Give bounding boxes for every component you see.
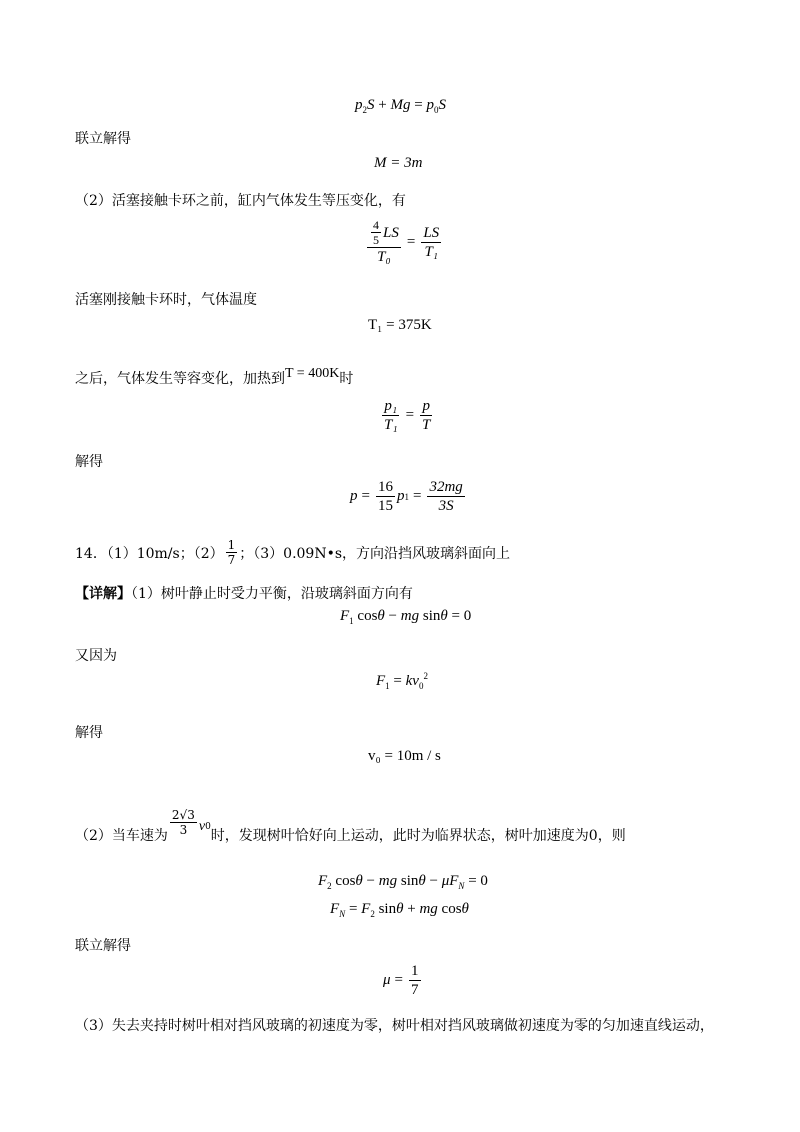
- frac-5: 5: [373, 233, 379, 247]
- text-jiede-2: 解得: [75, 725, 103, 741]
- q14-pre: 14．（1）10m/s；（2）: [75, 545, 224, 562]
- text-after-post: 时: [339, 371, 354, 387]
- equation-v0: v₀ = 10m / s: [368, 748, 441, 764]
- t0-den: T₀: [377, 249, 391, 265]
- p2-pre: （2）当车速为: [75, 827, 168, 844]
- d15: 15: [377, 498, 393, 514]
- ls-1: LS: [383, 224, 399, 241]
- p-num: p: [422, 398, 430, 414]
- detail-text: （1）树叶静止时受力平衡，沿玻璃斜面方向有: [131, 586, 413, 602]
- text-lianli-1: 联立解得: [75, 131, 131, 147]
- d3s: 3S: [438, 498, 454, 514]
- t-den: T: [422, 417, 431, 433]
- t1-den-2: T₁: [384, 417, 398, 433]
- text-after-pre: 之后，气体发生等容变化，加热到: [75, 371, 285, 387]
- mu-seven: 7: [411, 982, 419, 998]
- text-jiede-1: 解得: [75, 454, 103, 470]
- text-part3: （3）失去夹持时树叶相对挡风玻璃的初速度为零，树叶相对挡风玻璃做初速度为零的匀加速直线运动，: [75, 1018, 714, 1034]
- text-detail: [75, 583, 413, 603]
- p2-post: 时，发现树叶恰好向上运动，此时为临界状态，树叶加速度为0，则: [210, 827, 626, 844]
- equation-t1: T₁ = 375K: [368, 317, 432, 333]
- text-part2-intro: （2）活塞接触卡环之前，缸内气体发生等压变化，有: [75, 193, 406, 209]
- ls-2: LS: [423, 224, 440, 241]
- three: 3: [179, 823, 188, 837]
- p1-num: p₁: [384, 398, 398, 414]
- q14-mid: ；（3）0.09N•s，方向沿挡风玻璃斜面向上: [239, 545, 511, 562]
- text-part2-speed: （2）当车速为 $\frac{2√3}{3}$ v $_0$ 时，发现树叶恰好向上运动，此时为临界状态，树叶加速度为0，则: [75, 808, 626, 844]
- q14-seven: 7: [227, 553, 236, 567]
- equation-pressure-balance: $p_2S + Mg = p_0S$: [355, 97, 446, 115]
- text-lianli-2: 联立解得: [75, 938, 131, 954]
- frac-4: 4: [373, 218, 379, 232]
- text-q14-answer: [75, 538, 510, 567]
- q14-one: 1: [227, 538, 236, 552]
- text-after: [75, 368, 353, 388]
- equation-p-result: p = $\frac{16}{15}$ p 1 = $\frac{32mg}{3S}$: [350, 479, 463, 514]
- equation-drag: $F_1 = kv_0^2$: [376, 671, 428, 691]
- n32mg: 32mg: [429, 479, 463, 495]
- equation-critical-1: $F_2$ cosθ − mg $\sin\theta - \mu F_N = 0$: [318, 873, 488, 891]
- equation-isochoric: $\frac{\text{p₁}}{\text{T₁}}$ = $\frac{p}{T}$: [384, 398, 431, 433]
- equation-mu: μ = $\frac{1}{7}$: [383, 963, 419, 998]
- t1-den: T₁: [424, 243, 439, 260]
- two-root3: 2√3: [171, 808, 195, 822]
- equation-m-result: M = 3m: [374, 155, 423, 171]
- equation-isobaric: $\frac{4}{5}$ LS T₀ = $\frac{LS}{\text{T₁}}$: [365, 218, 443, 266]
- text-contact: 活塞刚接触卡环时，气体温度: [75, 292, 257, 308]
- inline-t400: T = 400K: [285, 366, 340, 381]
- n16: 16: [377, 479, 393, 495]
- equation-force-balance: $F_1$ cosθ − mg sinθ = 0: [340, 608, 472, 626]
- text-youyinwei: 又因为: [75, 648, 117, 664]
- equation-critical-2: $F_N = F_2$ sinθ + mg cosθ: [330, 901, 469, 919]
- mu-one: 1: [411, 963, 419, 979]
- detail-tag: 【详解】: [75, 586, 131, 602]
